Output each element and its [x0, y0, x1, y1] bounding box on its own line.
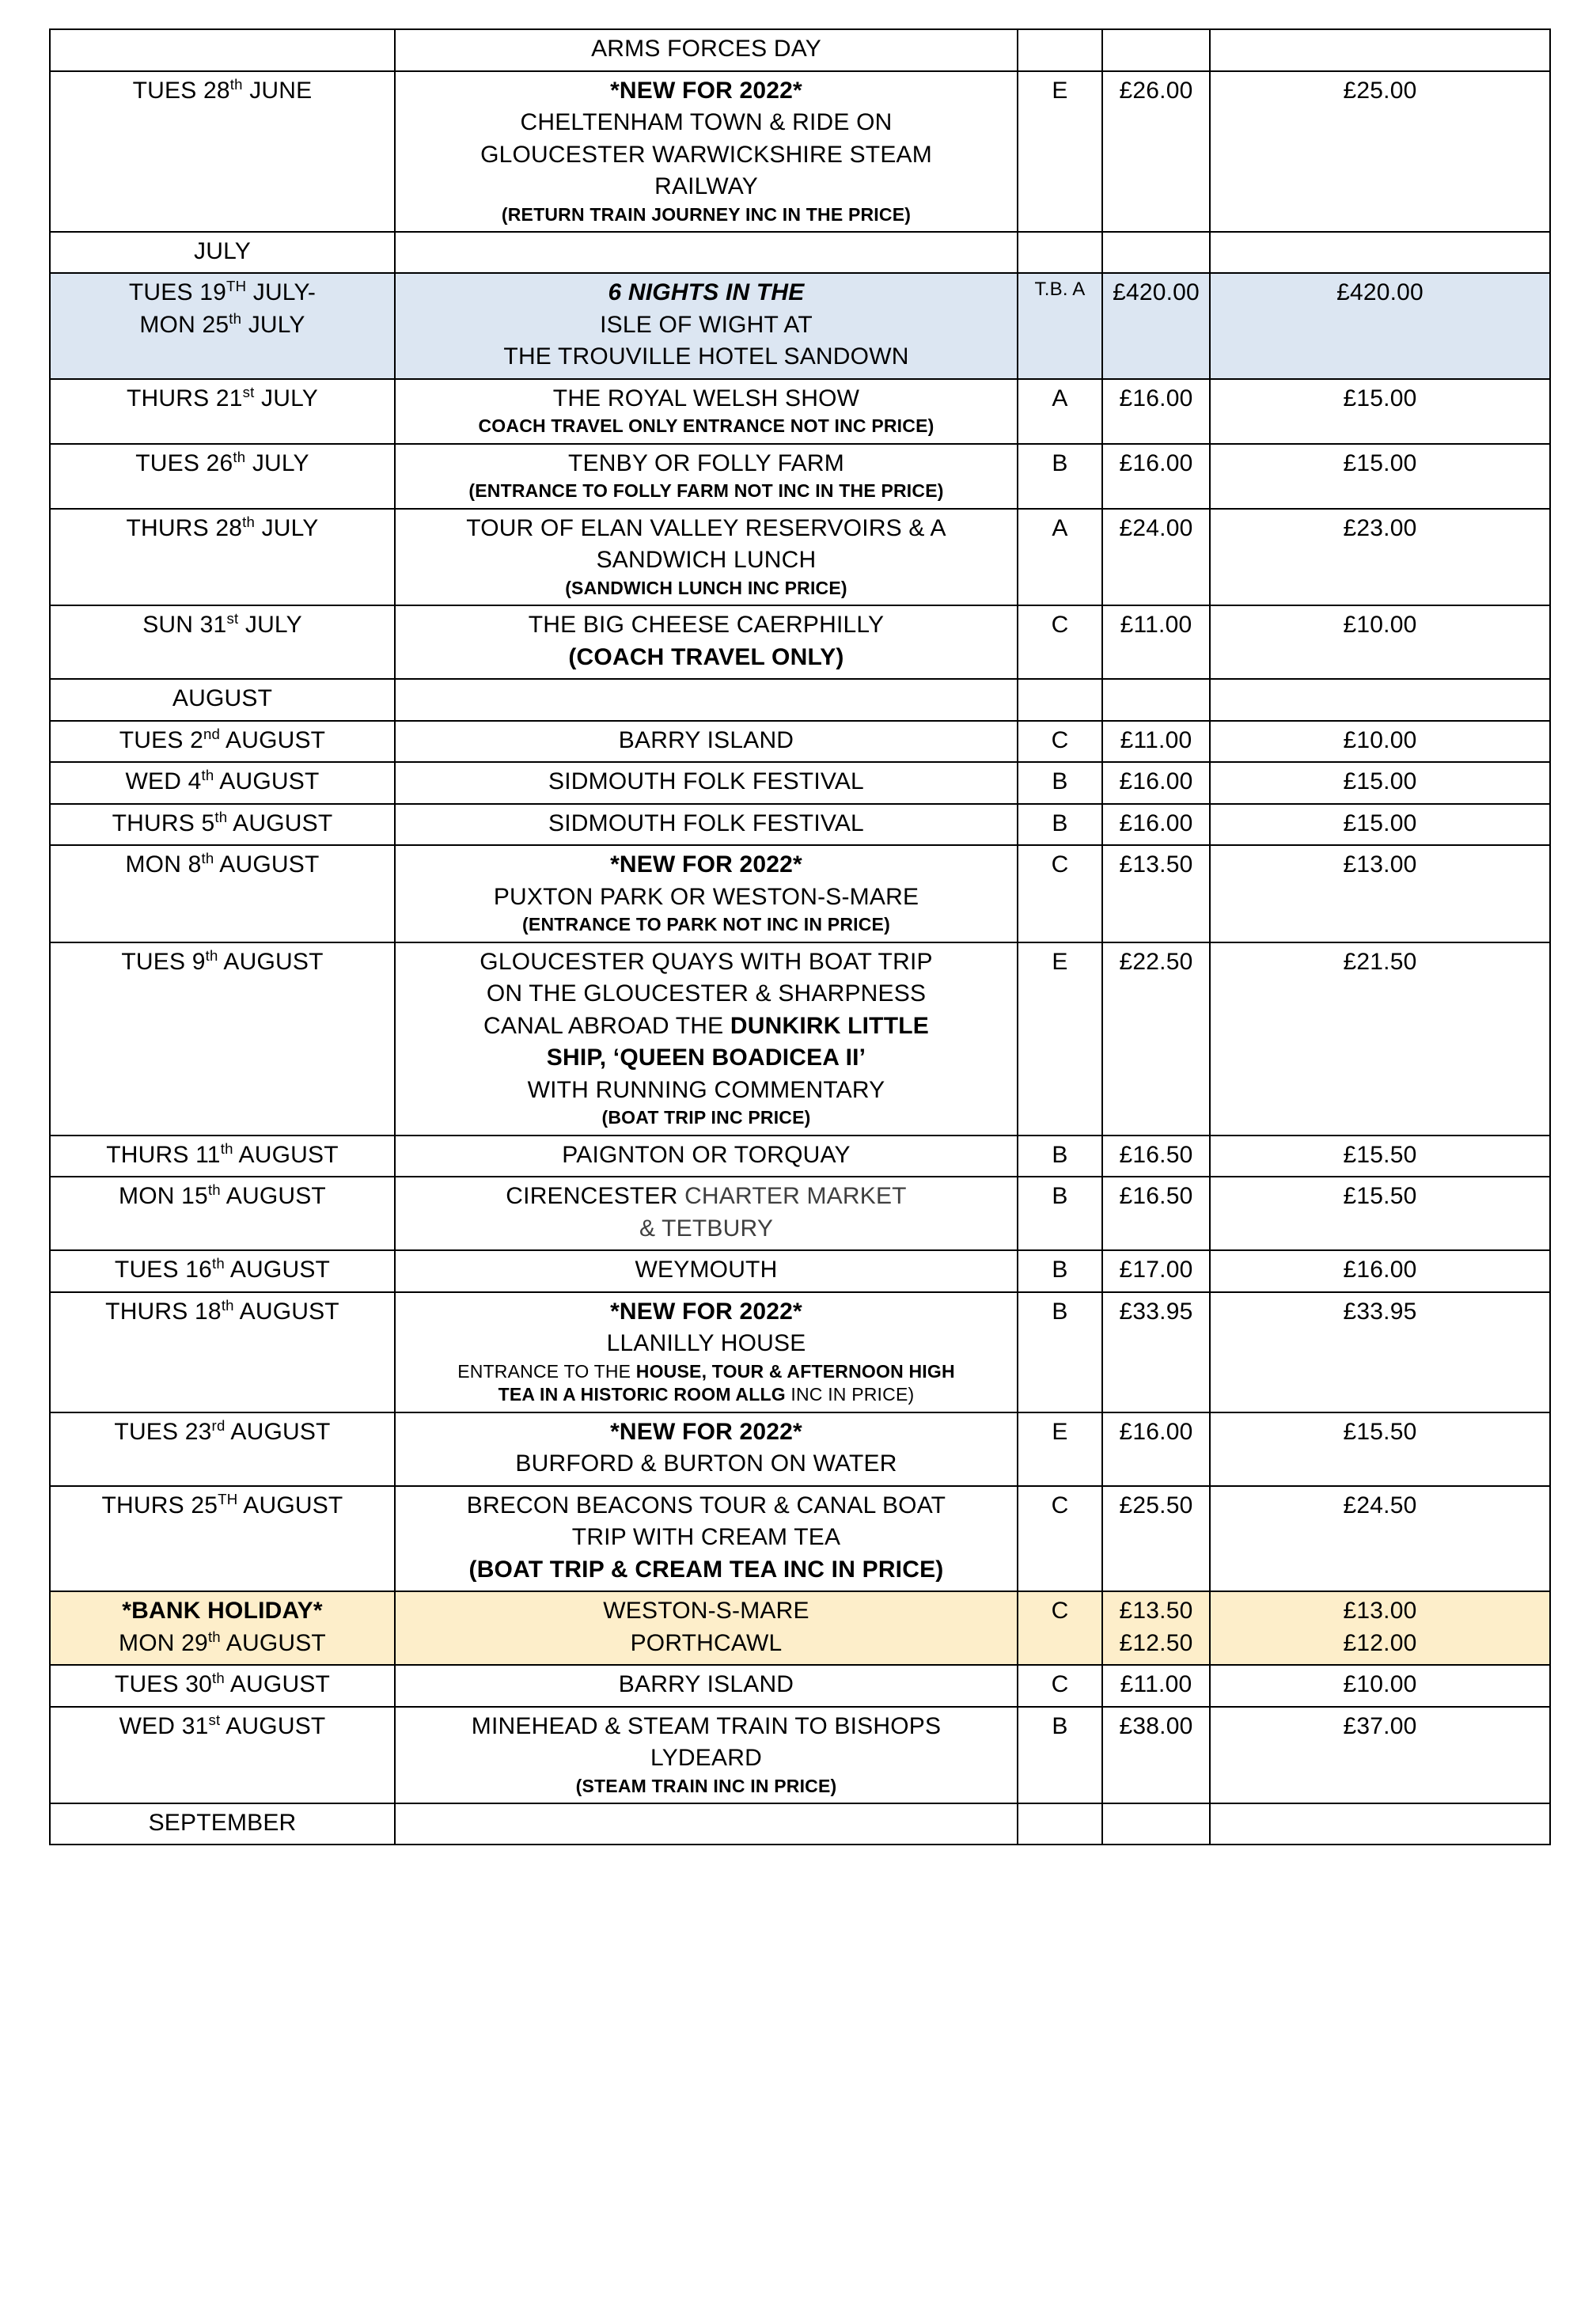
price-concession: £16.00 [1343, 1257, 1417, 1283]
trip-grade-cell [1018, 509, 1102, 605]
grade-label: B [1052, 768, 1068, 795]
price-adult-cell [1102, 804, 1210, 846]
month-header-cell [50, 679, 395, 721]
table-row [50, 1177, 1550, 1250]
price-adult-cell [1102, 762, 1210, 804]
trip-grade-cell [1018, 721, 1102, 763]
price-adult-cell [1102, 444, 1210, 509]
trip-line-0: *NEW FOR 2022* [610, 1418, 802, 1445]
trip-date-cell [50, 1665, 395, 1707]
trip-line-1: CHELTENHAM TOWN & RIDE ON [520, 109, 893, 135]
trip-line-1: (COACH TRAVEL ONLY) [568, 643, 844, 670]
grade-label: A [1052, 385, 1068, 411]
table-row [50, 1665, 1550, 1707]
trip-line-0: MINEHEAD & STEAM TRAIN TO BISHOPS [471, 1712, 942, 1739]
trip-line-1: PORTHCAWL [630, 1629, 783, 1656]
price-concession-cell [1210, 444, 1550, 509]
trip-date-cell [50, 509, 395, 605]
date-label: THURS 11th AUGUST [106, 1139, 339, 1168]
trip-date-cell [50, 845, 395, 942]
price-concession: £10.00 [1343, 612, 1417, 639]
price-adult-cell [1102, 509, 1210, 605]
table-row [50, 679, 1550, 721]
price-adult: £38.00 [1119, 1712, 1193, 1739]
trip-description-cell [395, 1250, 1018, 1292]
table-row [50, 444, 1550, 509]
table-row [50, 721, 1550, 763]
price-concession: £15.50 [1343, 1141, 1417, 1168]
price-adult-cell [1102, 942, 1210, 1136]
table-row [50, 273, 1550, 379]
trip-line-0: BARRY ISLAND [618, 1671, 794, 1697]
price-adult-cell [1102, 845, 1210, 942]
trip-line-1: SANDWICH LUNCH [596, 547, 817, 574]
price-adult-cell [1102, 71, 1210, 232]
price-concession-cell [1210, 1136, 1550, 1177]
trip-line-0: THE ROYAL WELSH SHOW [552, 385, 860, 411]
month-label: AUGUST [172, 685, 273, 712]
price-concession: £15.00 [1343, 449, 1417, 476]
trip-grade-cell [1018, 605, 1102, 679]
trip-date-cell [50, 1136, 395, 1177]
trip-line-0: TENBY OR FOLLY FARM [568, 449, 844, 476]
price-concession-cell [1210, 605, 1550, 679]
trip-line-0: SIDMOUTH FOLK FESTIVAL [548, 768, 864, 795]
trip-date-cell [50, 1486, 395, 1592]
month-header-cell [50, 1803, 395, 1845]
trip-grade-cell [1018, 71, 1102, 232]
trip-date-cell [50, 1250, 395, 1292]
trip-line-3: SHIP, ‘QUEEN BOADICEA II’ [546, 1045, 866, 1071]
trip-description-cell [395, 29, 1018, 71]
trip-date-cell [50, 605, 395, 679]
price-concession-cell [1210, 232, 1550, 274]
table-row [50, 942, 1550, 1136]
trip-description-cell [395, 845, 1018, 942]
price-concession-cell [1210, 1177, 1550, 1250]
trip-line-1: BURFORD & BURTON ON WATER [515, 1450, 897, 1477]
price-concession-cell [1210, 1707, 1550, 1803]
table-body [50, 29, 1550, 1845]
trip-line-3: RAILWAY [654, 173, 758, 199]
trip-date-cell [50, 273, 395, 379]
trip-line-1: TRIP WITH CREAM TEA [571, 1524, 841, 1550]
trip-description-cell [395, 605, 1018, 679]
trip-date-cell [50, 1707, 395, 1803]
trip-line-0: THE BIG CHEESE CAERPHILLY [528, 612, 885, 639]
trip-line-0: BRECON BEACONS TOUR & CANAL BOAT [466, 1492, 946, 1518]
grade-label: C [1051, 851, 1069, 878]
trip-description-cell [395, 1136, 1018, 1177]
date-label: THURS 5th AUGUST [112, 808, 333, 836]
trip-grade-cell [1018, 679, 1102, 721]
date-label: TUES 28th JUNE [132, 75, 313, 104]
trip-grade-cell [1018, 1665, 1102, 1707]
trip-description-cell [395, 1486, 1018, 1592]
price-concession: £23.00 [1343, 514, 1417, 541]
trip-date-cell [50, 721, 395, 763]
date-label: TUES 16th AUGUST [114, 1255, 331, 1283]
trip-line-1: & TETBURY [639, 1215, 774, 1242]
trip-date-cell [50, 444, 395, 509]
price-adult-cell [1102, 1707, 1210, 1803]
trip-line-1: PUXTON PARK OR WESTON-S-MARE [493, 883, 919, 910]
trip-grade-cell [1018, 379, 1102, 444]
trip-line-0: GLOUCESTER QUAYS WITH BOAT TRIP [480, 948, 933, 975]
trip-line-0: WESTON-S-MARE [603, 1598, 809, 1624]
price-concession: £420.00 [1336, 279, 1424, 306]
price-adult-cell [1102, 1250, 1210, 1292]
trip-grade-cell [1018, 1707, 1102, 1803]
price-concession: £15.50 [1343, 1418, 1417, 1445]
price-adult: £16.00 [1119, 809, 1193, 836]
table-row [50, 1292, 1550, 1412]
month-label: SEPTEMBER [148, 1809, 297, 1836]
date-label: THURS 21st JULY [127, 383, 318, 411]
price-adult-cell [1102, 1136, 1210, 1177]
trip-description-cell [395, 1803, 1018, 1845]
trip-date-cell [50, 1292, 395, 1412]
price-concession-cell [1210, 1250, 1550, 1292]
trip-line-5: (BOAT TRIP INC PRICE) [601, 1107, 811, 1128]
grade-label: C [1051, 1598, 1069, 1624]
price-adult-cell [1102, 1591, 1210, 1665]
trip-grade-cell [1018, 1177, 1102, 1250]
table-row [50, 1250, 1550, 1292]
price-adult-cell [1102, 1803, 1210, 1845]
price-concession-cell [1210, 679, 1550, 721]
price-adult: £11.00 [1120, 1671, 1192, 1697]
trip-grade-cell [1018, 232, 1102, 274]
price-concession: £24.50 [1343, 1492, 1417, 1518]
price-concession-cell [1210, 379, 1550, 444]
date-label: WED 31st AUGUST [119, 1711, 326, 1739]
trip-date-cell [50, 1177, 395, 1250]
price-adult: £16.00 [1119, 385, 1193, 411]
trip-line-0: WEYMOUTH [635, 1257, 778, 1283]
trip-description-cell [395, 1665, 1018, 1707]
price-concession: £13.00 [1343, 851, 1417, 878]
date-line-2: MON 29th AUGUST [119, 1628, 326, 1656]
table-row [50, 1707, 1550, 1803]
price-concession: £33.95 [1343, 1298, 1417, 1325]
price-concession-cell [1210, 1486, 1550, 1592]
price-concession-cell [1210, 29, 1550, 71]
trip-description-cell [395, 942, 1018, 1136]
price-concession: £13.00 [1343, 1598, 1417, 1624]
price-adult: £11.00 [1120, 612, 1192, 639]
trip-line-2: (STEAM TRAIN INC IN PRICE) [575, 1775, 837, 1796]
price-concession: £15.00 [1343, 385, 1417, 411]
trip-description-cell [395, 762, 1018, 804]
price-adult: £26.00 [1119, 77, 1193, 104]
date-label: WED 4th AUGUST [125, 767, 320, 795]
trip-description-cell [395, 721, 1018, 763]
price-adult-cell [1102, 721, 1210, 763]
grade-label: B [1052, 1257, 1068, 1283]
trip-line-1: LYDEARD [650, 1745, 762, 1771]
price-concession-cell [1210, 1665, 1550, 1707]
price-adult: £24.00 [1119, 514, 1193, 541]
trip-description-cell [395, 1707, 1018, 1803]
trip-line-2: GLOUCESTER WARWICKSHIRE STEAM [480, 141, 932, 168]
price-adult: £17.00 [1119, 1257, 1193, 1283]
price-adult: £16.00 [1119, 768, 1193, 795]
grade-label: E [1052, 1418, 1068, 1445]
table-row [50, 232, 1550, 274]
price-concession: £21.50 [1343, 948, 1417, 975]
price-concession-cell [1210, 845, 1550, 942]
trip-description-cell [395, 71, 1018, 232]
date-label: TUES 23rd AUGUST [114, 1416, 331, 1445]
price-adult-cell [1102, 1486, 1210, 1592]
grade-label: B [1052, 809, 1068, 836]
trip-line-4: WITH RUNNING COMMENTARY [527, 1076, 885, 1103]
trip-description-cell [395, 273, 1018, 379]
price-concession-cell [1210, 804, 1550, 846]
trip-line-0: BARRY ISLAND [618, 726, 794, 753]
trip-line-2: CANAL ABROAD THE DUNKIRK LITTLE [483, 1012, 929, 1039]
price-concession-cell [1210, 1591, 1550, 1665]
table-row [50, 804, 1550, 846]
table-row [50, 1591, 1550, 1665]
trip-line-0: *NEW FOR 2022* [610, 1298, 802, 1325]
price-adult: £16.00 [1119, 449, 1193, 476]
trip-line-1: LLANILLY HOUSE [606, 1330, 806, 1357]
trip-grade-cell [1018, 1803, 1102, 1845]
date-label: THURS 18th AUGUST [105, 1296, 339, 1325]
grade-label: B [1052, 449, 1068, 476]
trip-date-cell [50, 942, 395, 1136]
date-label: TUES 30th AUGUST [114, 1670, 331, 1697]
trip-date-cell [50, 804, 395, 846]
trip-line-0: 6 NIGHTS IN THE [608, 279, 805, 306]
price-concession-secondary: £12.00 [1343, 1629, 1417, 1656]
trip-date-cell [50, 762, 395, 804]
trip-grade-cell [1018, 1292, 1102, 1412]
trip-description-cell [395, 1412, 1018, 1486]
trip-description-cell [395, 1591, 1018, 1665]
trip-grade-cell [1018, 942, 1102, 1136]
trip-description-cell [395, 804, 1018, 846]
trip-line-2: THE TROUVILLE HOTEL SANDOWN [503, 343, 909, 370]
price-concession-cell [1210, 762, 1550, 804]
trip-grade-cell [1018, 1250, 1102, 1292]
table-row [50, 379, 1550, 444]
price-adult: £16.50 [1119, 1141, 1193, 1168]
trip-line-0: PAIGNTON OR TORQUAY [562, 1141, 851, 1168]
grade-label: B [1052, 1141, 1068, 1168]
trip-line-0: ARMS FORCES DAY [591, 36, 821, 62]
price-concession: £15.00 [1343, 809, 1417, 836]
trip-line-2: (BOAT TRIP & CREAM TEA INC IN PRICE) [468, 1556, 944, 1583]
trip-line-4: (RETURN TRAIN JOURNEY INC IN THE PRICE) [501, 203, 912, 225]
trip-grade-cell [1018, 1412, 1102, 1486]
grade-label: C [1051, 1671, 1069, 1697]
trip-description-cell [395, 509, 1018, 605]
grade-label: T.B. A [1034, 279, 1086, 301]
price-concession-cell [1210, 1292, 1550, 1412]
price-concession: £15.00 [1343, 768, 1417, 795]
table-row [50, 1136, 1550, 1177]
date-label: TUES 9th AUGUST [121, 946, 324, 975]
trip-line-1: ON THE GLOUCESTER & SHARPNESS [486, 980, 927, 1007]
trip-date-cell [50, 1412, 395, 1486]
trip-grade-cell [1018, 1591, 1102, 1665]
trip-description-cell [395, 232, 1018, 274]
trip-line-2: (SANDWICH LUNCH INC PRICE) [565, 577, 847, 598]
price-concession-cell [1210, 721, 1550, 763]
date-label: TUES 2nd AUGUST [119, 725, 326, 753]
price-adult-cell [1102, 679, 1210, 721]
trip-grade-cell [1018, 444, 1102, 509]
trip-line-2: ENTRANCE TO THE HOUSE, TOUR & AFTERNOON HIGH [457, 1360, 955, 1382]
date-label: SUN 31st JULY [142, 610, 302, 639]
trip-grade-cell [1018, 845, 1102, 942]
grade-label: C [1051, 726, 1069, 753]
table-row [50, 509, 1550, 605]
trip-description-cell [395, 679, 1018, 721]
trip-date-cell [50, 71, 395, 232]
price-adult-cell [1102, 379, 1210, 444]
table-row [50, 845, 1550, 942]
grade-label: C [1051, 612, 1069, 639]
table-row [50, 71, 1550, 232]
date-label: MON 8th AUGUST [125, 850, 320, 878]
price-adult: £11.00 [1120, 726, 1192, 753]
trip-date-cell [50, 1591, 395, 1665]
trip-line-0: SIDMOUTH FOLK FESTIVAL [548, 809, 864, 836]
month-label: JULY [194, 237, 251, 264]
price-adult: £16.50 [1119, 1183, 1193, 1210]
price-adult-secondary: £12.50 [1119, 1629, 1193, 1656]
grade-label: B [1052, 1712, 1068, 1739]
price-adult: £420.00 [1113, 279, 1200, 306]
price-concession-cell [1210, 509, 1550, 605]
date-label: THURS 28th JULY [126, 513, 319, 541]
price-adult: £13.50 [1119, 1598, 1193, 1624]
trip-description-cell [395, 444, 1018, 509]
price-concession: £10.00 [1343, 726, 1417, 753]
price-concession-cell [1210, 942, 1550, 1136]
trip-line-1: COACH TRAVEL ONLY ENTRANCE NOT INC PRICE) [478, 415, 934, 437]
trip-grade-cell [1018, 762, 1102, 804]
table-row [50, 762, 1550, 804]
trip-description-cell [395, 1292, 1018, 1412]
price-adult-cell [1102, 1665, 1210, 1707]
month-header-cell [50, 232, 395, 274]
price-concession: £15.50 [1343, 1183, 1417, 1210]
price-adult-cell [1102, 1412, 1210, 1486]
trip-line-0: CIRENCESTER CHARTER MARKET [506, 1183, 907, 1210]
price-concession-cell [1210, 273, 1550, 379]
trip-description-cell [395, 1177, 1018, 1250]
grade-label: B [1052, 1298, 1068, 1325]
grade-label: E [1052, 948, 1068, 975]
table-row [50, 1486, 1550, 1592]
table-row [50, 1803, 1550, 1845]
table-row [50, 29, 1550, 71]
price-adult-cell [1102, 232, 1210, 274]
trip-grade-cell [1018, 1136, 1102, 1177]
price-adult-cell [1102, 1292, 1210, 1412]
trip-date-cell [50, 29, 395, 71]
price-adult-cell [1102, 605, 1210, 679]
date-line-1: TUES 19TH JULY- [128, 278, 317, 306]
trip-line-0: *NEW FOR 2022* [610, 77, 802, 104]
date-label: TUES 26th JULY [135, 448, 309, 476]
grade-label: E [1052, 77, 1068, 104]
trip-line-1: (ENTRANCE TO FOLLY FARM NOT INC IN THE PRICE) [468, 480, 944, 502]
trip-grade-cell [1018, 273, 1102, 379]
trip-line-1: ISLE OF WIGHT AT [600, 311, 813, 338]
trip-description-cell [395, 379, 1018, 444]
table-row [50, 605, 1550, 679]
price-concession: £10.00 [1343, 1671, 1417, 1697]
price-adult-cell [1102, 29, 1210, 71]
price-adult: £22.50 [1119, 948, 1193, 975]
date-line-2: MON 25th JULY [139, 309, 305, 338]
price-adult: £25.50 [1119, 1492, 1193, 1518]
price-concession-cell [1210, 1803, 1550, 1845]
trip-date-cell [50, 379, 395, 444]
date-label: THURS 25TH AUGUST [101, 1490, 343, 1518]
price-adult: £16.00 [1119, 1418, 1193, 1445]
price-concession: £37.00 [1343, 1712, 1417, 1739]
price-adult: £13.50 [1119, 851, 1193, 878]
grade-label: B [1052, 1183, 1068, 1210]
price-adult-cell [1102, 273, 1210, 379]
grade-label: A [1052, 514, 1068, 541]
date-label: MON 15th AUGUST [119, 1181, 326, 1210]
trip-grade-cell [1018, 29, 1102, 71]
trip-schedule-table [49, 28, 1551, 1845]
date-line-1: *BANK HOLIDAY* [122, 1598, 323, 1624]
table-row [50, 1412, 1550, 1486]
trip-line-3: TEA IN A HISTORIC ROOM ALLG INC IN PRICE) [498, 1384, 915, 1405]
trip-line-0: *NEW FOR 2022* [610, 851, 802, 878]
trip-grade-cell [1018, 804, 1102, 846]
trip-line-2: (ENTRANCE TO PARK NOT INC IN PRICE) [522, 914, 890, 935]
grade-label: C [1051, 1492, 1069, 1518]
price-concession: £25.00 [1343, 77, 1417, 104]
trip-grade-cell [1018, 1486, 1102, 1592]
trip-line-0: TOUR OF ELAN VALLEY RESERVOIRS & A [466, 514, 946, 541]
price-concession-cell [1210, 71, 1550, 232]
price-concession-cell [1210, 1412, 1550, 1486]
price-adult-cell [1102, 1177, 1210, 1250]
price-adult: £33.95 [1119, 1298, 1193, 1325]
